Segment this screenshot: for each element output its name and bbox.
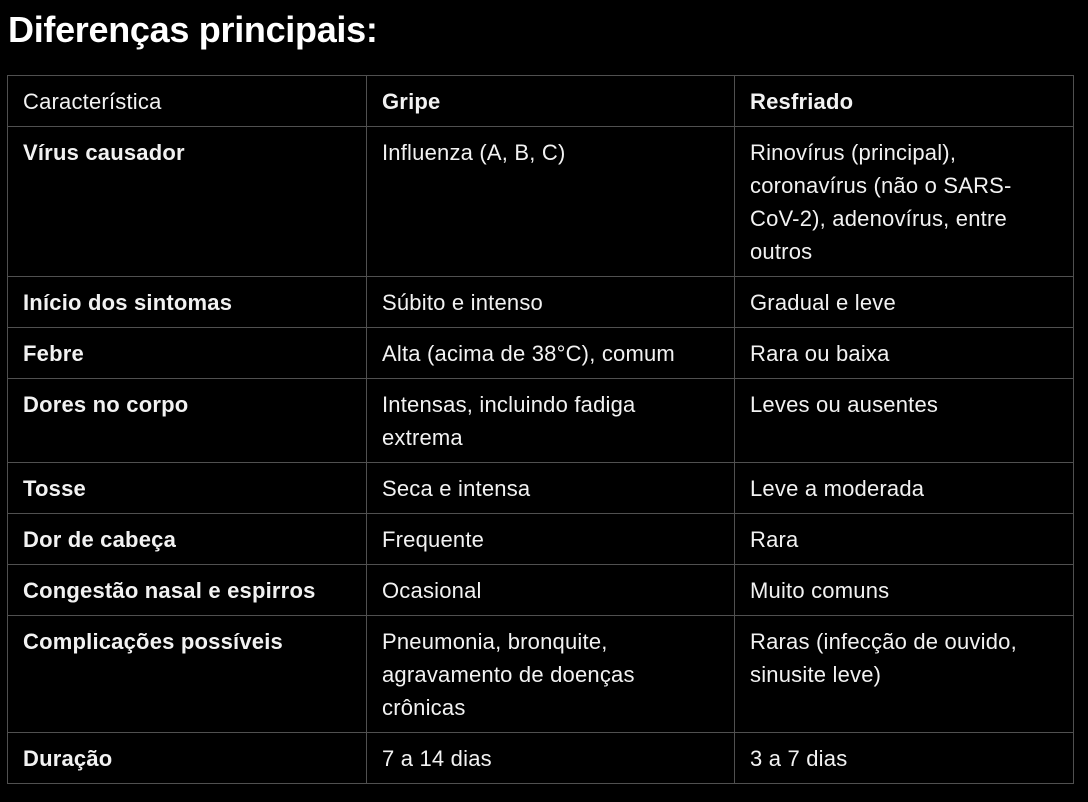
row-resfriado: Raras (infecção de ouvido, sinusite leve) — [735, 616, 1074, 733]
row-feature: Febre — [8, 328, 367, 379]
row-resfriado: 3 a 7 dias — [735, 733, 1074, 784]
table-header — [8, 76, 1074, 127]
row-gripe: Súbito e intenso — [367, 277, 735, 328]
row-feature: Congestão nasal e espirros — [8, 565, 367, 616]
row-feature: Complicações possíveis — [8, 616, 367, 733]
table-row — [8, 514, 1074, 565]
row-feature: Início dos sintomas — [8, 277, 367, 328]
row-resfriado: Muito comuns — [735, 565, 1074, 616]
row-resfriado: Leve a moderada — [735, 463, 1074, 514]
header-characteristic: Característica — [8, 76, 367, 127]
row-feature: Duração — [8, 733, 367, 784]
header-resfriado: Resfriado — [735, 76, 1074, 127]
row-feature: Dores no corpo — [8, 379, 367, 463]
table-row — [8, 463, 1074, 514]
row-resfriado: Gradual e leve — [735, 277, 1074, 328]
row-gripe: 7 a 14 dias — [367, 733, 735, 784]
row-resfriado: Rara ou baixa — [735, 328, 1074, 379]
row-gripe: Ocasional — [367, 565, 735, 616]
table-row — [8, 328, 1074, 379]
row-feature: Vírus causador — [8, 127, 367, 277]
header-gripe: Gripe — [367, 76, 735, 127]
header-row — [8, 76, 1074, 127]
row-feature: Tosse — [8, 463, 367, 514]
row-gripe: Frequente — [367, 514, 735, 565]
row-gripe: Seca e intensa — [367, 463, 735, 514]
page-title: Diferenças principais: — [8, 9, 378, 50]
comparison-table — [7, 75, 1074, 784]
row-gripe: Pneumonia, bronquite, agravamento de doenças crônicas — [367, 616, 735, 733]
table-row — [8, 127, 1074, 277]
row-resfriado: Leves ou ausentes — [735, 379, 1074, 463]
table-row — [8, 277, 1074, 328]
row-resfriado: Rinovírus (principal), coronavírus (não o SARS-CoV-2), adenovírus, entre outros — [735, 127, 1074, 277]
row-gripe: Alta (acima de 38°C), comum — [367, 328, 735, 379]
table-body — [8, 127, 1074, 784]
table-row — [8, 616, 1074, 733]
table-row — [8, 379, 1074, 463]
row-resfriado: Rara — [735, 514, 1074, 565]
row-gripe: Intensas, incluindo fadiga extrema — [367, 379, 735, 463]
row-feature: Dor de cabeça — [8, 514, 367, 565]
table-row — [8, 565, 1074, 616]
row-gripe: Influenza (A, B, C) — [367, 127, 735, 277]
table-row — [8, 733, 1074, 784]
